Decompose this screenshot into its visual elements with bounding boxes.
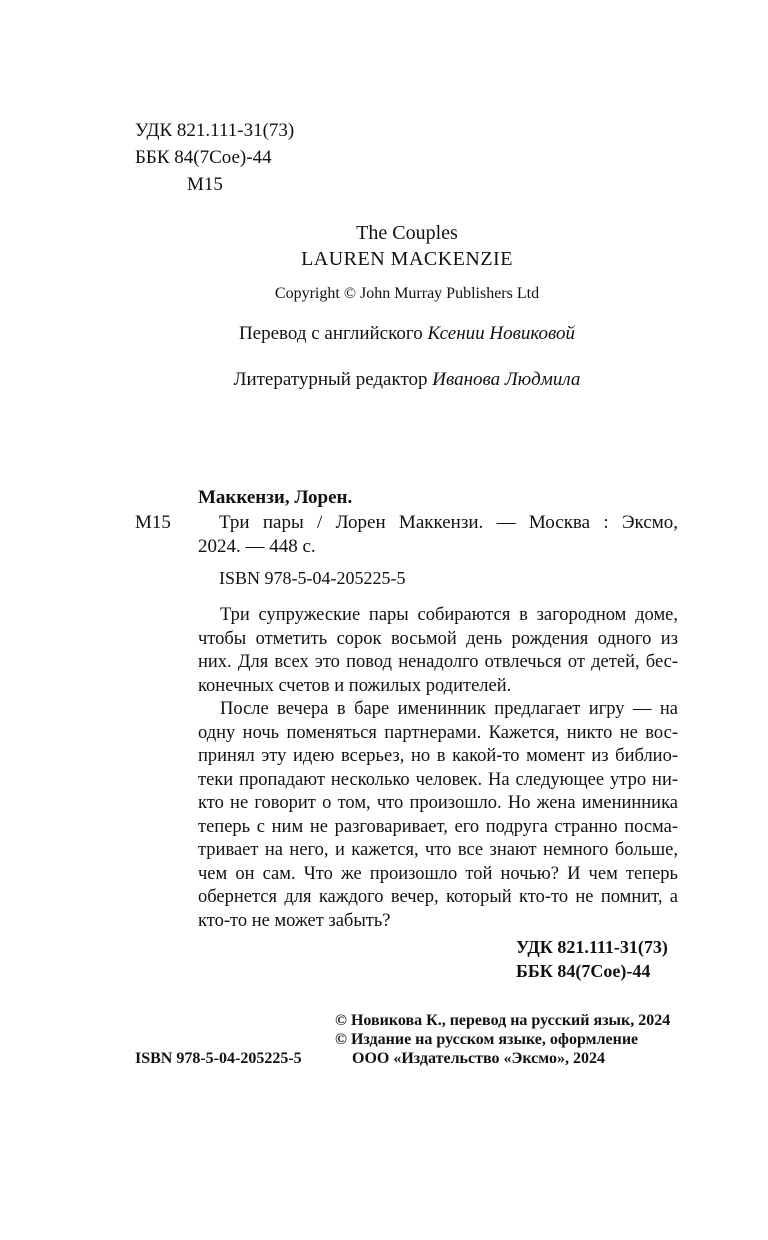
annotation-line: После вечера в баре именинник предлагает игру — на (220, 699, 678, 719)
udk-code: УДК 821.111-31(73) (135, 120, 295, 141)
author-mark: М15 (187, 174, 223, 195)
copyright-translation: © Новикова К., перевод на русский язык, 2024 (335, 1012, 671, 1029)
annotation-line: обернется для каждого вечер, который кто-то не помнит, а (198, 887, 678, 907)
editor-credit (0, 369, 768, 391)
copyright-edition-line1: © Издание на русском языке, оформление (335, 1031, 639, 1048)
annotation-paragraph-2 (198, 698, 678, 933)
editor-label: Литературный редактор (233, 369, 428, 390)
copyright-edition-line2: ООО «Издательство «Эксмо», 2024 (352, 1050, 605, 1067)
original-author: LAUREN MACKENZIE (301, 248, 513, 270)
bibliography-line1: Три пары / Лорен Маккензи. — Москва : Эксмо, (219, 512, 678, 533)
annotation-line: принял эту идею всерьез, но в какой-то момент из библио- (198, 746, 678, 766)
annotation-line: Три супружеские пары собираются в загородном доме, (220, 605, 678, 625)
annotation-line: теперь с ним не разговаривает, его подруга странно посма- (198, 816, 678, 837)
original-copyright: Copyright © John Murray Publishers Ltd (274, 285, 540, 302)
translation-credit (0, 323, 768, 345)
annotation-line: кто-то не может забыть? (198, 910, 391, 931)
annotation-line: теки пропадают несколько человек. На следующее утро ни- (198, 769, 678, 790)
classification-bbk: ББК 84(7Сое)-44 (516, 961, 651, 981)
translation-label: Перевод с английского (238, 323, 423, 344)
annotation-line: конечных счетов и пожилых родителей. (198, 675, 512, 696)
annotation-line: одну ночь поменяться партнерами. Кажется, никто не вос- (198, 722, 678, 743)
annotation-line: тривает на него, и кажется, что все знают немного больше, (198, 840, 678, 860)
annotation-line: чтобы отметить сорок восьмой день рождения одного из (198, 628, 678, 649)
original-title: The Couples (356, 222, 458, 244)
translator-name: Ксении Новиковой (427, 323, 576, 344)
annotation-paragraph-1 (198, 604, 678, 698)
bbk-code: ББК 84(7Сое)-44 (135, 147, 272, 168)
annotation-line: кто не говорит о том, что произошло. Но жена именинника (198, 793, 678, 813)
classification-udk: УДК 821.111-31(73) (516, 937, 668, 957)
annotation-line: чем он сам. Что же произошло той ночью? И чем теперь (198, 863, 678, 884)
bibliography-isbn: ISBN 978-5-04-205225-5 (219, 568, 406, 588)
footer-isbn: ISBN 978-5-04-205225-5 (135, 1050, 302, 1067)
bibliography-heading: Маккензи, Лорен. (198, 487, 353, 508)
bibliography-mark: М15 (135, 512, 171, 533)
editor-name: Иванова Людмила (432, 369, 581, 390)
annotation-line: них. Для всех это повод ненадолго отвлечься от детей, бес- (198, 652, 678, 672)
bibliography-line2: 2024. — 448 с. (198, 536, 316, 557)
